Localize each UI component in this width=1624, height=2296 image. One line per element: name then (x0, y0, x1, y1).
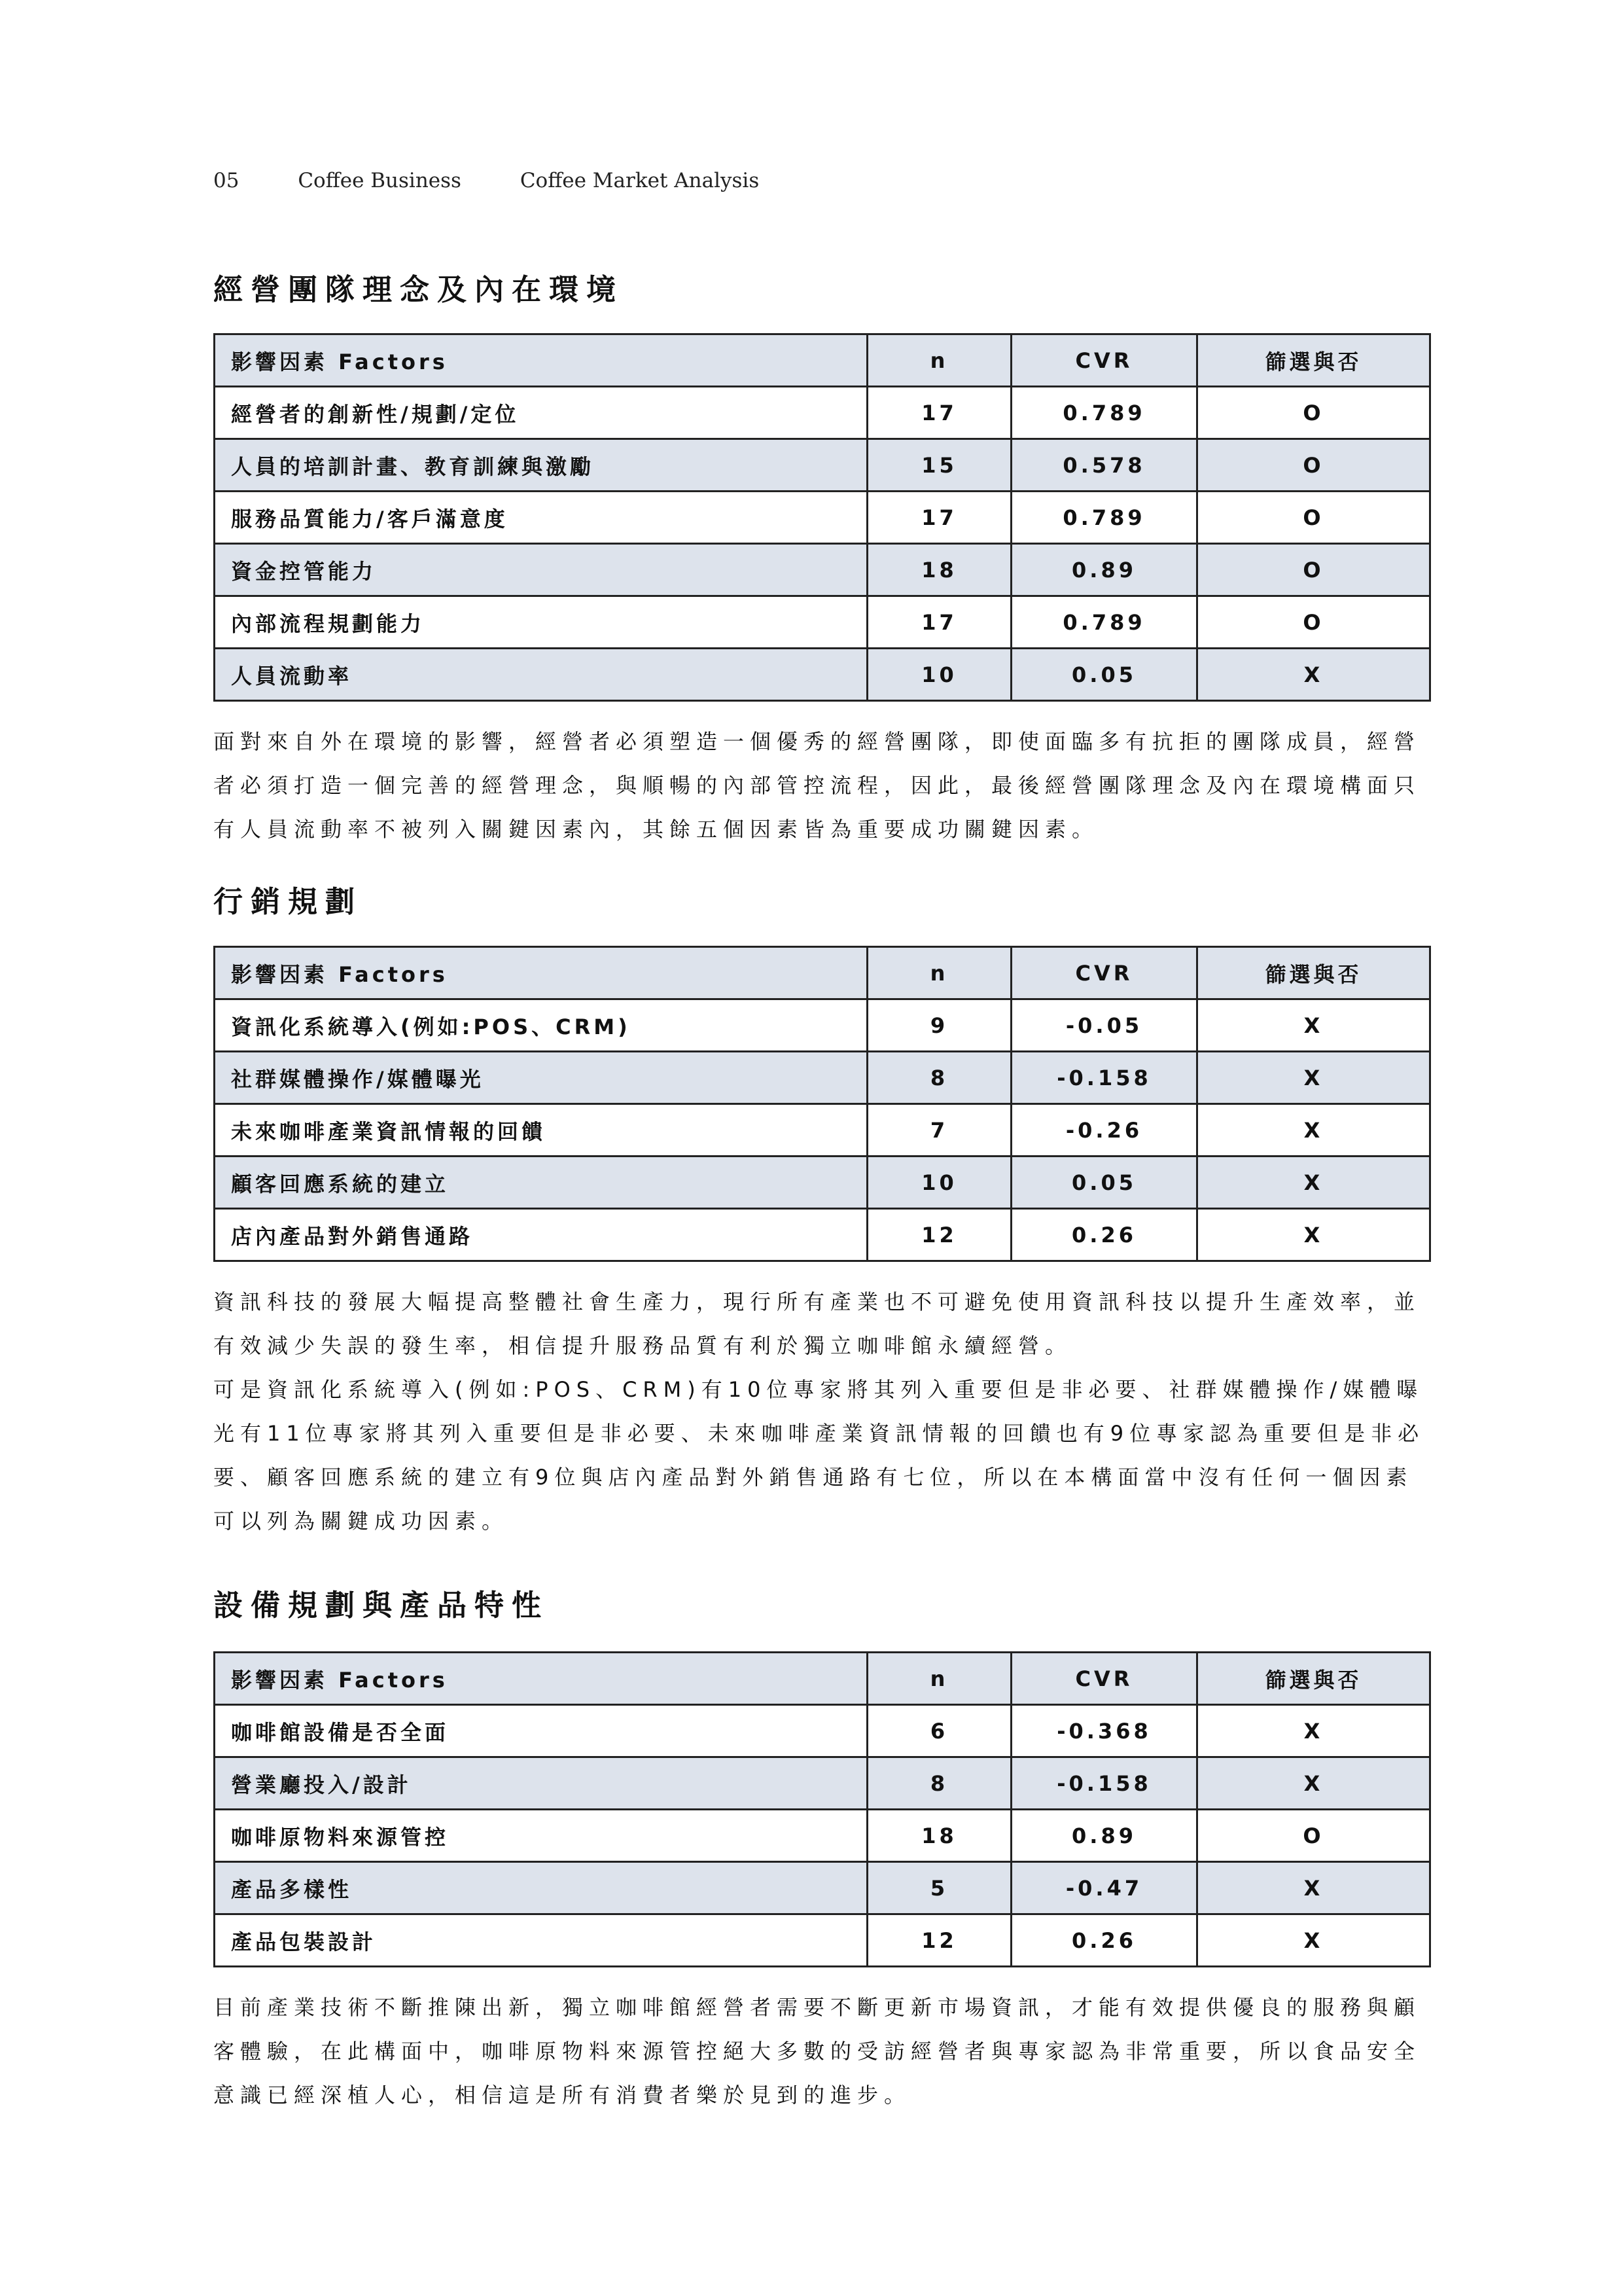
factor-cell: 咖啡原物料來源管控 (215, 1810, 868, 1862)
selected-cell: X (1197, 999, 1430, 1052)
factor-cell: 人員流動率 (215, 649, 868, 701)
factor-cell: 內部流程規劃能力 (215, 596, 868, 649)
table-row (215, 999, 1430, 1052)
cvr-cell: -0.158 (1012, 1757, 1197, 1810)
table-row (215, 387, 1430, 439)
table-header-row (215, 1653, 1430, 1705)
selected-cell: X (1197, 1209, 1430, 1261)
col-selected-header: 篩選與否 (1197, 947, 1430, 999)
selected-cell: X (1197, 1757, 1430, 1810)
n-cell: 8 (868, 1052, 1012, 1104)
factor-cell: 產品多樣性 (215, 1862, 868, 1914)
section-management (213, 272, 1429, 852)
selected-cell: O (1197, 387, 1430, 439)
n-cell: 9 (868, 999, 1012, 1052)
table-row (215, 649, 1430, 701)
n-cell: 17 (868, 596, 1012, 649)
table-row (215, 596, 1430, 649)
n-cell: 17 (868, 492, 1012, 544)
cvr-cell: 0.05 (1012, 649, 1197, 701)
factor-cell: 人員的培訓計畫、教育訓練與激勵 (215, 439, 868, 492)
section-title: 設備規劃與產品特性 (213, 1588, 550, 1623)
table-row (215, 492, 1430, 544)
n-cell: 7 (868, 1104, 1012, 1157)
selected-cell: X (1197, 1914, 1430, 1967)
page-number: 05 (213, 169, 239, 192)
section-title: 經營團隊理念及內在環境 (213, 272, 624, 307)
factor-cell: 營業廳投入/設計 (215, 1757, 868, 1810)
factor-cell: 社群媒體操作/媒體曝光 (215, 1052, 868, 1104)
selected-cell: O (1197, 1810, 1430, 1862)
selected-cell: X (1197, 1157, 1430, 1209)
cvr-cell: -0.47 (1012, 1862, 1197, 1914)
selected-cell: X (1197, 1862, 1430, 1914)
n-cell: 5 (868, 1862, 1012, 1914)
cvr-cell: 0.89 (1012, 1810, 1197, 1862)
table-row (215, 1052, 1430, 1104)
n-cell: 18 (868, 544, 1012, 596)
cvr-cell: 0.89 (1012, 544, 1197, 596)
n-cell: 10 (868, 1157, 1012, 1209)
selected-cell: X (1197, 649, 1430, 701)
selected-cell: X (1197, 1104, 1430, 1157)
n-cell: 12 (868, 1209, 1012, 1261)
selected-cell: O (1197, 439, 1430, 492)
section-equipment (213, 1590, 1429, 2117)
col-n-header: n (868, 947, 1012, 999)
factors-table (213, 333, 1431, 702)
factor-cell: 店內產品對外銷售通路 (215, 1209, 868, 1261)
table-row (215, 1862, 1430, 1914)
factors-table (213, 946, 1431, 1262)
n-cell: 18 (868, 1810, 1012, 1862)
col-factor-header: 影響因素 Factors (215, 334, 868, 387)
n-cell: 6 (868, 1705, 1012, 1757)
paragraph: 面對來自外在環境的影響，經營者必須塑造一個優秀的經營團隊，即使面臨多有抗拒的團隊成員，經營者必須打造一個完善的經營理念，與順暢的內部管控流程，因此，最後經營團隊理念及內在環境構面只有人員流動率不被列入關鍵因素內，其餘五個因素皆為重要成功關鍵因素。 (213, 729, 1421, 842)
factor-cell: 咖啡館設備是否全面 (215, 1705, 868, 1757)
selected-cell: O (1197, 596, 1430, 649)
col-factor-header: 影響因素 Factors (215, 947, 868, 999)
cvr-cell: 0.05 (1012, 1157, 1197, 1209)
n-cell: 17 (868, 387, 1012, 439)
header-topic: Coffee Market Analysis (520, 169, 760, 192)
selected-cell: X (1197, 1052, 1430, 1104)
col-factor-header: 影響因素 Factors (215, 1653, 868, 1705)
table-row (215, 1810, 1430, 1862)
selected-cell: O (1197, 492, 1430, 544)
cvr-cell: 0.789 (1012, 492, 1197, 544)
table-row (215, 544, 1430, 596)
selected-cell: X (1197, 1705, 1430, 1757)
paragraph: 目前產業技術不斷推陳出新，獨立咖啡館經營者需要不斷更新市場資訊，才能有效提供優良的服務與顧客體驗，在此構面中，咖啡原物料來源管控絕大多數的受訪經營者與專家認為非常重要，所以食品安全意識已經深植人心，相信這是所有消費者樂於見到的進步。 (213, 1995, 1421, 2108)
col-n-header: n (868, 334, 1012, 387)
n-cell: 10 (868, 649, 1012, 701)
factor-cell: 服務品質能力/客戶滿意度 (215, 492, 868, 544)
factor-cell: 未來咖啡產業資訊情報的回饋 (215, 1104, 868, 1157)
col-selected-header: 篩選與否 (1197, 334, 1430, 387)
cvr-cell: -0.26 (1012, 1104, 1197, 1157)
cvr-cell: 0.26 (1012, 1209, 1197, 1261)
table-header-row (215, 334, 1430, 387)
factor-cell: 顧客回應系統的建立 (215, 1157, 868, 1209)
table-header-row (215, 947, 1430, 999)
section-marketing (213, 884, 1429, 1543)
table-row (215, 439, 1430, 492)
cvr-cell: 0.789 (1012, 387, 1197, 439)
table-row (215, 1914, 1430, 1967)
cvr-cell: 0.578 (1012, 439, 1197, 492)
table-row (215, 1209, 1430, 1261)
factor-cell: 經營者的創新性/規劃/定位 (215, 387, 868, 439)
table-row (215, 1157, 1430, 1209)
factor-cell: 資金控管能力 (215, 544, 868, 596)
selected-cell: O (1197, 544, 1430, 596)
cvr-cell: -0.368 (1012, 1705, 1197, 1757)
n-cell: 12 (868, 1914, 1012, 1967)
col-cvr-header: CVR (1012, 334, 1197, 387)
col-n-header: n (868, 1653, 1012, 1705)
table-row (215, 1757, 1430, 1810)
header-section: Coffee Business (298, 169, 461, 192)
paragraph: 可是資訊化系統導入(例如:POS、CRM)有10位專家將其列入重要但是非必要、社群媒體操作/媒體曝光有11位專家將其列入重要但是非必要、未來咖啡產業資訊情報的回饋也有9位專家認為重要但是非必要、顧客回應系統的建立有9位與店內產品對外銷售通路有七位，所以在本構面當中沒有任何一個因素可以列為關鍵成功因素。 (213, 1377, 1425, 1534)
table-row (215, 1705, 1430, 1757)
section-title: 行銷規劃 (213, 884, 363, 919)
n-cell: 8 (868, 1757, 1012, 1810)
page-header (213, 169, 811, 192)
factors-table (213, 1651, 1431, 1967)
cvr-cell: -0.158 (1012, 1052, 1197, 1104)
n-cell: 15 (868, 439, 1012, 492)
factor-cell: 資訊化系統導入(例如:POS、CRM) (215, 999, 868, 1052)
factor-cell: 產品包裝設計 (215, 1914, 868, 1967)
cvr-cell: 0.26 (1012, 1914, 1197, 1967)
paragraph: 資訊科技的發展大幅提高整體社會生產力，現行所有產業也不可避免使用資訊科技以提升生產效率，並有效減少失誤的發生率，相信提升服務品質有利於獨立咖啡館永續經營。 (213, 1289, 1421, 1358)
col-cvr-header: CVR (1012, 1653, 1197, 1705)
col-selected-header: 篩選與否 (1197, 1653, 1430, 1705)
table-row (215, 1104, 1430, 1157)
cvr-cell: 0.789 (1012, 596, 1197, 649)
col-cvr-header: CVR (1012, 947, 1197, 999)
cvr-cell: -0.05 (1012, 999, 1197, 1052)
